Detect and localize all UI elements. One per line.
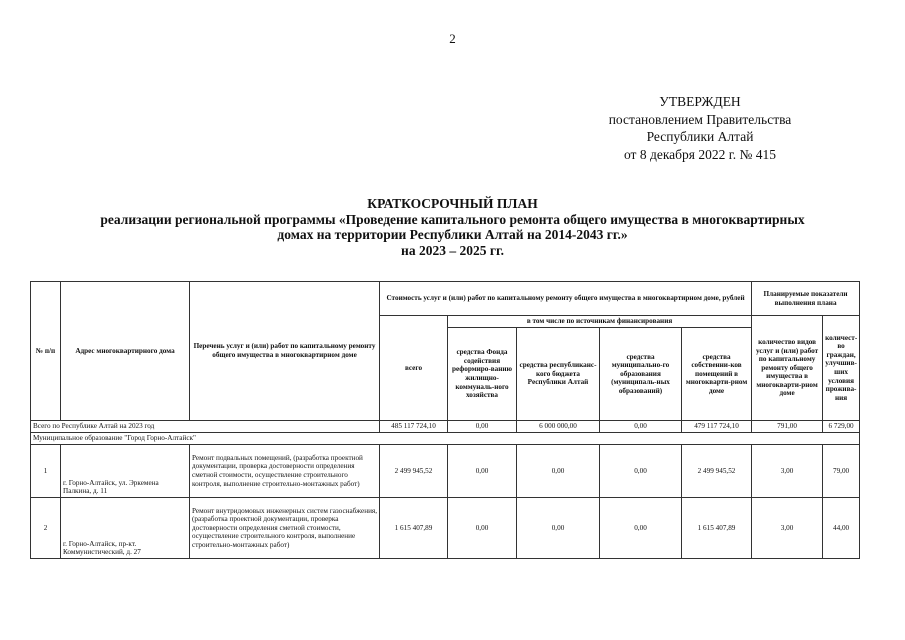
title-line-3: домах на территории Республики Алтай на 2014-2043 гг.» — [277, 227, 628, 242]
row-republic: 0,00 — [517, 498, 600, 559]
row-municipal: 0,00 — [600, 498, 682, 559]
row-works: Ремонт подвальных помещений, (разработка проектной документации, проверка достоверности определения сметной стоимости, осуществление строительного контроля, выполнение строительно-монтажных работ) — [190, 445, 380, 498]
header-municipal: средства муниципально-го образования (муниципаль-ных образований) — [600, 328, 682, 421]
row-address: г. Горно-Алтайск, ул. Эркемена Палкина, д. 11 — [61, 445, 190, 498]
title-line-2: реализации региональной программы «Проведение капитального ремонта общего имущества в многоквартирных — [100, 211, 805, 227]
page-number: 2 — [449, 31, 456, 46]
row-fund: 0,00 — [448, 498, 517, 559]
row-address: г. Горно-Алтайск, пр-кт. Коммунистический, д. 27 — [61, 498, 190, 559]
total-row — [31, 421, 860, 433]
table-row — [31, 445, 860, 498]
row-total: 2 499 945,52 — [380, 445, 448, 498]
header-owners: средства собственни-ков помещений в многокварти-рном доме — [682, 328, 752, 421]
document-title — [20, 196, 885, 258]
header-sources-group: в том числе по источникам финансирования — [448, 316, 752, 328]
municipality-row — [31, 433, 860, 445]
header-row-1 — [31, 282, 860, 316]
total-republic: 6 000 000,00 — [517, 421, 600, 433]
row-num: 2 — [31, 498, 61, 559]
total-municipal: 0,00 — [600, 421, 682, 433]
row-municipal: 0,00 — [600, 445, 682, 498]
header-indicators-group: Планируемые показатели выполнения плана — [752, 282, 860, 316]
row-works: Ремонт внутридомовых инженерных систем газоснабжения, (разработка проектной документации, проверка достоверности определения сметной стоимости, осуществление строительного контроля, выполнение строительно-монтажных работ) — [190, 498, 380, 559]
row-count-works: 3,00 — [752, 498, 823, 559]
title-line-1: КРАТКОСРОЧНЫЙ ПЛАН — [367, 196, 538, 211]
header-cost-group: Стоимость услуг и (или) работ по капитальному ремонту общего имущества в многоквартирном доме, рублей — [380, 282, 752, 316]
municipality-label: Муниципальное образование "Город Горно-Алтайск" — [31, 433, 860, 445]
header-republic: средства республиканс-кого бюджета Республики Алтай — [517, 328, 600, 421]
row-num: 1 — [31, 445, 61, 498]
row-republic: 0,00 — [517, 445, 600, 498]
row-count-citizens: 79,00 — [823, 445, 860, 498]
approval-line-2: постановлением Правительства — [608, 111, 792, 127]
row-owners: 1 615 407,89 — [682, 498, 752, 559]
total-fund: 0,00 — [448, 421, 517, 433]
table-row — [31, 498, 860, 559]
approval-line-4: от 8 декабря 2022 г. № 415 — [623, 146, 777, 162]
header-count-citizens: количест-во граждан, улучшив-ших условия прожива-ния — [823, 316, 860, 421]
title-line-4: на 2023 – 2025 гг. — [401, 242, 504, 258]
row-count-works: 3,00 — [752, 445, 823, 498]
row-count-citizens: 44,00 — [823, 498, 860, 559]
header-fund: средства Фонда содействия реформиро-ванию жилищно-коммуналь-ного хозяйства — [448, 328, 517, 421]
header-address: Адрес многоквартирного дома — [61, 282, 190, 421]
total-owners: 479 117 724,10 — [682, 421, 752, 433]
header-count-works: количество видов услуг и (или) работ по капитальному ремонту общего имущества в многокварти-рном доме — [752, 316, 823, 421]
approval-line-1: УТВЕРЖДЕН — [659, 94, 741, 109]
total-total: 485 117 724,10 — [380, 421, 448, 433]
header-total: всего — [380, 316, 448, 421]
approval-line-3: Республики Алтай — [646, 129, 754, 144]
row-owners: 2 499 945,52 — [682, 445, 752, 498]
approval-block — [590, 93, 810, 163]
row-total: 1 615 407,89 — [380, 498, 448, 559]
total-count-works: 791,00 — [752, 421, 823, 433]
total-label: Всего по Республике Алтай на 2023 год — [31, 421, 380, 433]
row-fund: 0,00 — [448, 445, 517, 498]
header-works: Перечень услуг и (или) работ по капитальному ремонту общего имущества в многоквартирном доме — [190, 282, 380, 421]
total-count-citizens: 6 729,00 — [823, 421, 860, 433]
plan-table — [30, 281, 860, 559]
header-num: № п/п — [31, 282, 61, 421]
